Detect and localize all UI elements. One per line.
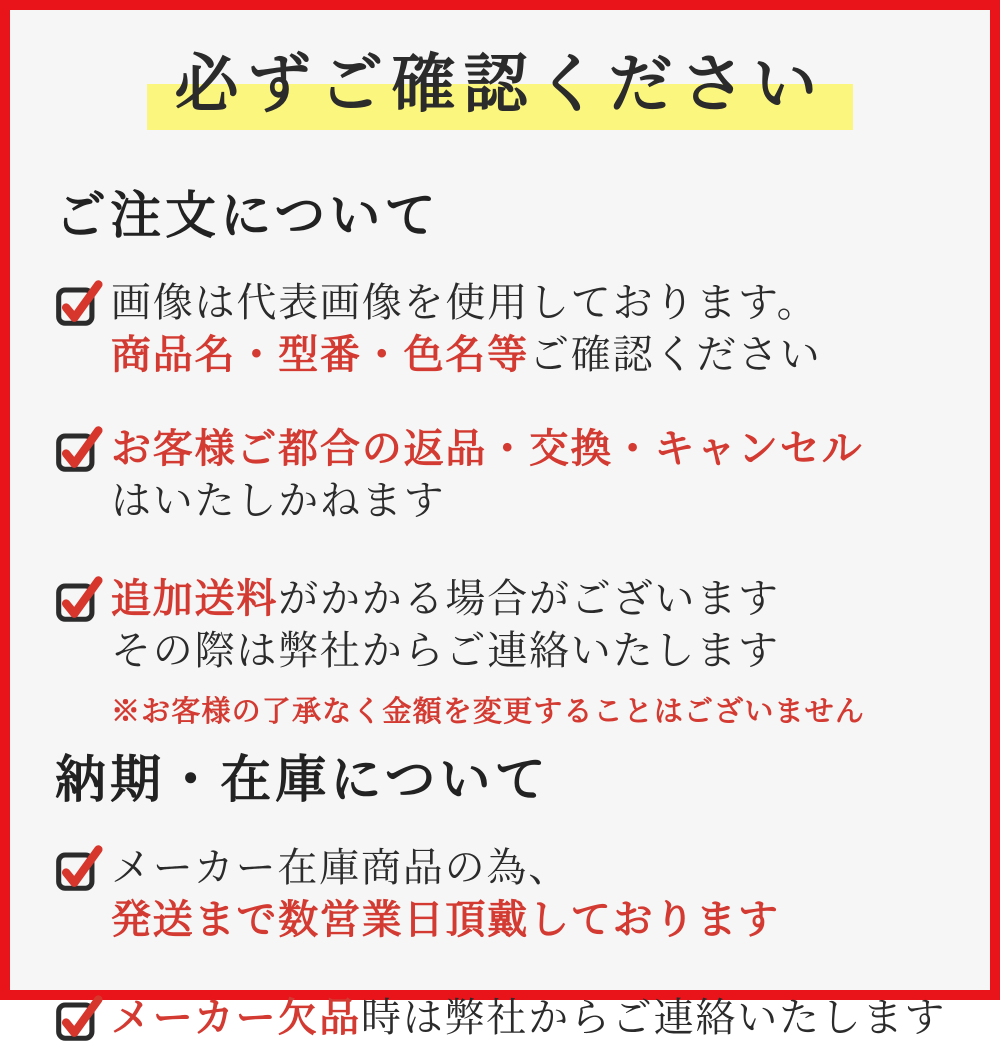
- page-title: [55, 48, 945, 156]
- item-text-segment: メーカー欠品: [111, 995, 361, 1041]
- item-text-segment: 追加送料: [111, 575, 279, 621]
- item-text: [111, 423, 945, 527]
- list-item: [55, 423, 945, 527]
- checkbox-check-icon: [55, 274, 103, 330]
- item-text-segment: はいたしかねます: [111, 477, 446, 523]
- list-item: [55, 842, 945, 946]
- item-text-segment: 商品名・型番・色名等: [111, 331, 529, 377]
- page-title-text: 必ずご確認ください: [174, 49, 826, 120]
- item-text: [111, 842, 945, 946]
- checkbox-check-icon: [55, 570, 103, 626]
- item-text-segment: お客様ご都合の返品・交換・キャンセル: [111, 425, 864, 471]
- item-text: [111, 573, 945, 730]
- item-text: [111, 277, 945, 381]
- item-text: [111, 992, 945, 1044]
- item-text-segment: 時は弊社からご連絡いたします: [361, 995, 947, 1041]
- checkbox-check-icon: [55, 839, 103, 895]
- item-text-segment: がかかる場合がございます: [278, 575, 780, 621]
- item-text-segment: 画像は代表画像を使用しております。: [111, 279, 819, 325]
- item-text-segment: 発送まで数営業日頂戴しております: [111, 897, 780, 943]
- checkbox-check-icon: [55, 420, 103, 476]
- list-item: [55, 277, 945, 381]
- checkbox-check-icon: [55, 989, 103, 1045]
- section-heading-order: ご注文について: [55, 189, 440, 245]
- item-text-segment: その際は弊社からご連絡いたします: [111, 627, 780, 673]
- list-item: [55, 992, 945, 1045]
- item-text-segment: ご確認ください: [529, 331, 822, 377]
- list-item: [55, 573, 945, 730]
- section-heading-stock: 納期・在庫について: [55, 752, 550, 809]
- item-text-segment: メーカー在庫商品の為、: [111, 845, 570, 891]
- item-note: ※お客様の了承なく金額を変更することはございません: [111, 695, 866, 728]
